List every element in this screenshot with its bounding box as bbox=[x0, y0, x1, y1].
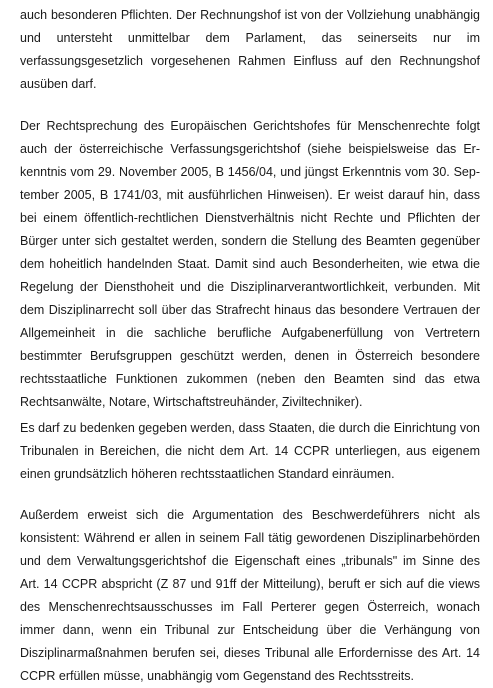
text-line: CCPR erfüllen müsse, unabhängig vom Gegenstand des Rechtsstreits. bbox=[20, 669, 414, 683]
text-line: des Menschenrechtsausschusses im Fall Perterer gegen Österreich, wonach bbox=[20, 600, 480, 614]
paragraph-4 bbox=[20, 504, 480, 688]
text-line: immer dann, wenn ein Tribunal zur Entscheidung über die Verhängung von bbox=[20, 623, 480, 637]
text-line: Art. 14 CCPR abspricht (Z 87 und 91ff der Mitteilung), beruft er sich auf die views bbox=[20, 577, 480, 591]
text-line: auch der österreichische Verfassungsgerichtshof (siehe beispielsweise das Er- bbox=[20, 142, 480, 156]
text-line: Der Rechtsprechung des Europäischen Gerichtshofes für Menschenrechte folgt bbox=[20, 119, 480, 133]
text-line: ausüben darf. bbox=[20, 77, 97, 91]
text-line: und dem Verwaltungsgerichtshof die Eigenschaft eines „tribunals" im Sinne des bbox=[20, 554, 480, 568]
text-line: tember 2005, B 1741/03, mit ausführlichen Hinweisen). Er weist darauf hin, dass bbox=[20, 188, 480, 202]
paragraph-3 bbox=[20, 417, 480, 486]
text-line: konsistent: Während er allen in seinem Fall tätig gewordenen Disziplinarbehörden bbox=[20, 531, 480, 545]
text-line: bei einem öffentlich-rechtlichen Dienstverhältnis nicht Rechte und Pflichten der bbox=[20, 211, 480, 225]
text-line: dem hoheitlich handelnden Staat. Damit sind auch Besonderheiten, wie etwa die bbox=[20, 257, 480, 271]
text-line: auch besonderen Pflichten. Der Rechnungshof ist von der Vollziehung unabhängig bbox=[20, 8, 480, 22]
paragraph-2 bbox=[20, 115, 480, 414]
paragraph-1 bbox=[20, 4, 480, 96]
text-line: Rechtsanwälte, Notare, Wirtschaftstreuhänder, Ziviltechniker). bbox=[20, 395, 363, 409]
text-line: Tribunalen in Bereichen, die nicht dem Art. 14 CCPR unterliegen, aus eigenem bbox=[20, 444, 480, 458]
text-line: rechtsstaatliche Funktionen zukommen (neben den Beamten sind das etwa bbox=[20, 372, 480, 386]
text-line: Es darf zu bedenken gegeben werden, dass Staaten, die durch die Einrichtung von bbox=[20, 421, 480, 435]
text-line: dem Disziplinarrecht soll über das Strafrecht hinaus das besondere Vertrauen der bbox=[20, 303, 480, 317]
text-line: Außerdem erweist sich die Argumentation des Beschwerdeführers nicht als bbox=[20, 508, 480, 522]
text-line: bestimmter Berufsgruppen geschützt werden, denen in Österreich besondere bbox=[20, 349, 480, 363]
text-line: Regelung der Diensthoheit und die Disziplinarverantwortlichkeit, verbunden. Mit bbox=[20, 280, 480, 294]
text-line: Bürger unter sich gestaltet werden, sondern die Stellung des Beamten gegenüber bbox=[20, 234, 480, 248]
text-line: kenntnis vom 29. November 2005, B 1456/04, und jüngst Erkenntnis vom 30. Sep- bbox=[20, 165, 480, 179]
text-line: verfassungsgesetzlich vorgesehenen Rahmen Einfluss auf den Rechnungshof bbox=[20, 54, 480, 68]
text-line: und untersteht unmittelbar dem Parlament, das seinerseits nur im bbox=[20, 31, 480, 45]
text-line: Allgemeinheit in die sachliche berufliche Aufgabenerfüllung von Vertretern bbox=[20, 326, 480, 340]
text-line: Disziplinarmaßnahmen berufen sei, dieses Tribunal alle Erfordernisse des Art. 14 bbox=[20, 646, 480, 660]
text-line: einen grundsätzlich höheren rechtsstaatlichen Standard einräumen. bbox=[20, 467, 395, 481]
